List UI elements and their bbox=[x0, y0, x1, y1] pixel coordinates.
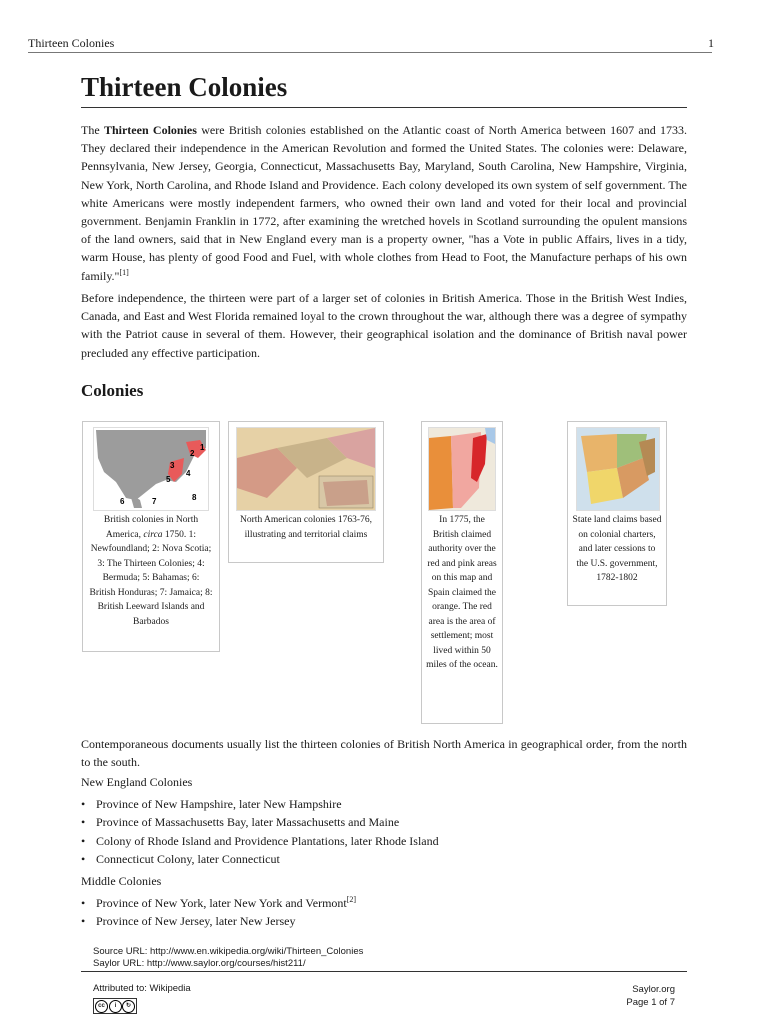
section-heading-colonies: Colonies bbox=[81, 381, 144, 400]
intro-lead: The bbox=[81, 123, 104, 137]
cc-sa-icon: ↻ bbox=[122, 1000, 135, 1013]
list-intro-paragraph: Contemporaneous documents usually list the thirteen colonies of British North America in geographical order, from the north to the south. bbox=[81, 737, 687, 770]
source-url[interactable]: Source URL: http://www.en.wikipedia.org/wiki/Thirteen_Colonies bbox=[93, 946, 364, 957]
figure-3-map-image[interactable] bbox=[428, 427, 496, 511]
figure-2-caption: North American colonies 1763-76, illustrating and territorial claims bbox=[240, 515, 372, 540]
list-item-text: Province of New York, later New York and Vermont bbox=[96, 896, 347, 910]
map-label-6: 6 bbox=[120, 497, 125, 506]
figure-2-map-image[interactable] bbox=[236, 427, 376, 511]
colonies-map-1750 bbox=[94, 428, 208, 510]
new-england-heading: New England Colonies bbox=[81, 775, 193, 789]
figure-3-caption: In 1775, the British claimed authority over the red and pink areas on this map and Spain claimed the orange. The red area is the area of settlement; most lived within 50 miles of the ocean. bbox=[426, 515, 498, 670]
1775-claims-map bbox=[429, 428, 495, 510]
list-item: • Province of Massachusetts Bay, later Massachusetts and Maine bbox=[81, 813, 439, 831]
colonial-claims-map bbox=[237, 428, 375, 510]
list-item: • Province of New Hampshire, later New Hampshire bbox=[81, 795, 439, 813]
map-label-4: 4 bbox=[186, 469, 191, 478]
footer-right bbox=[626, 983, 675, 1009]
middle-colonies-list bbox=[81, 894, 356, 931]
reference-1-link[interactable]: [1] bbox=[119, 267, 129, 277]
intro-text: were British colonies established on the Atlantic coast of North America between 1607 and 1733. They declared their independence in the American Revolution and formed the United States. The colonies were: Delaware, Pennsylvania, New Jersey, Georgia, Connecticut, Massachusetts Bay, Maryland, South Carolina, New Hampshire, Virginia, New York, North Carolina, and Rhode Island and Providence. Each colony developed its own system of self government. The white Americans were mostly independent farmers, who owned their own land and voted for their local and provincial government. Benjamin Franklin in 1772, after examining the wretched hovels in Scotland surrounding the opulent mansions of the land owners, said that in New England every man is a property owner, "has a Vote in public Affairs, lives in a tidy, warm House, has plenty of good Food and Fuel, with whole clothes from Head to Foot, the Manufacture perhaps of his own family." bbox=[81, 123, 687, 283]
cc-license-icon bbox=[93, 998, 137, 1014]
map-label-1: 1 bbox=[200, 443, 205, 452]
list-item: • Connecticut Colony, later Connecticut bbox=[81, 850, 439, 868]
middle-colonies-heading: Middle Colonies bbox=[81, 874, 162, 888]
new-england-list bbox=[81, 795, 439, 868]
map-label-7: 7 bbox=[152, 497, 157, 506]
running-header bbox=[28, 36, 712, 53]
source-urls bbox=[93, 946, 363, 970]
footer-org: Saylor.org bbox=[632, 984, 675, 995]
figure-1[interactable] bbox=[82, 421, 220, 652]
figure-4-caption: State land claims based on colonial charters, and later cessions to the U.S. government, 1782-1802 bbox=[572, 515, 662, 583]
intro-bold-term: Thirteen Colonies bbox=[103, 123, 197, 137]
state-land-claims-map bbox=[577, 428, 659, 510]
map-label-2: 2 bbox=[190, 449, 195, 458]
figure-1-caption-circa: circa bbox=[143, 529, 163, 540]
map-label-5: 5 bbox=[166, 475, 171, 484]
figure-4[interactable] bbox=[567, 421, 667, 606]
attribution: Attributed to: Wikipedia bbox=[93, 983, 191, 994]
running-title: Thirteen Colonies bbox=[28, 36, 115, 50]
figure-2[interactable] bbox=[228, 421, 384, 563]
map-label-3: 3 bbox=[170, 461, 175, 470]
cc-by-icon: i bbox=[109, 1000, 122, 1013]
intro-paragraph-1 bbox=[81, 121, 687, 285]
cc-logo-icon: cc bbox=[95, 1000, 108, 1013]
map-label-8: 8 bbox=[192, 493, 197, 502]
intro-paragraph-2: Before independence, the thirteen were part of a larger set of colonies in British America. Those in the British West Indies, Canada, and East and West Florida remained loyal to the crown throughout the war, although there was a degree of sympathy with the Patriot cause in several of them. However, their geographical isolation and the dominance of British naval power precluded any effective participation. bbox=[81, 291, 687, 360]
figure-1-map-image[interactable] bbox=[93, 427, 209, 511]
figure-4-map-image[interactable] bbox=[576, 427, 660, 511]
footer-divider bbox=[81, 971, 687, 972]
list-item: • Province of New Jersey, later New Jersey bbox=[81, 912, 356, 930]
figure-1-caption-b: 1750. 1: Newfoundland; 2: Nova Scotia; 3: The Thirteen Colonies; 4: Bermuda; 5: Bahamas; 6: British Honduras; 7: Jamaica; 8: British Leeward Islands and Barbados bbox=[89, 529, 213, 627]
page-number: 1 bbox=[708, 36, 714, 50]
figure-1-caption bbox=[89, 513, 213, 629]
figure-1-caption-a: British colonies in North America, bbox=[103, 515, 199, 540]
saylor-url[interactable]: Saylor URL: http://www.saylor.org/courses/hist211/ bbox=[93, 958, 306, 969]
list-item: • Colony of Rhode Island and Providence Plantations, later Rhode Island bbox=[81, 832, 439, 850]
footer-page: Page 1 of 7 bbox=[626, 997, 675, 1008]
list-item bbox=[81, 894, 356, 912]
page-title: Thirteen Colonies bbox=[81, 72, 687, 108]
reference-2-link[interactable]: [2] bbox=[346, 895, 357, 904]
figure-3[interactable] bbox=[421, 421, 503, 724]
